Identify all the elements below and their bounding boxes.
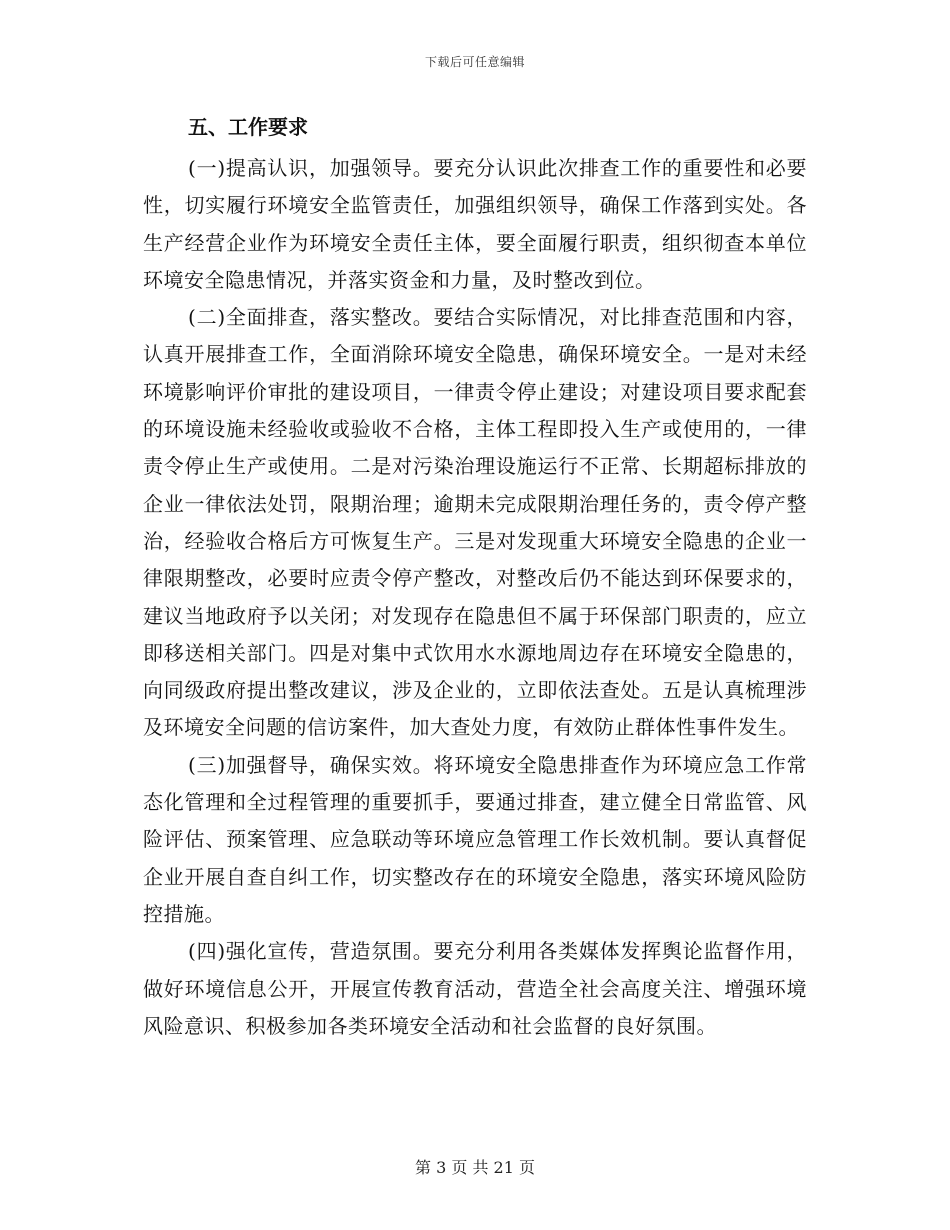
- section-heading: 五、工作要求: [188, 115, 308, 139]
- paragraph-1: (一)提高认识，加强领导。要充分认识此次排查工作的重要性和必要性，切实履行环境安全监管责任，加强组织领导，确保工作落到实处。各生产经营企业作为环境安全责任主体，要全面履行职责，组织彻查本单位环境安全隐患情况，并落实资金和力量，及时整改到位。: [143, 156, 807, 292]
- document-body: [143, 112, 807, 1045]
- paragraph-4: (四)强化宣传，营造氛围。要充分利用各类媒体发挥舆论监督作用，做好环境信息公开，开展宣传教育活动，营造全社会高度关注、增强环境风险意识、积极参加各类环境安全活动和社会监督的良好氛围。: [143, 939, 807, 1038]
- page-number: 第 3 页 共 21 页: [415, 1158, 535, 1177]
- page-header-note: 下载后可任意编辑: [424, 55, 525, 69]
- paragraph-2: (二)全面排查，落实整改。要结合实际情况，对比排查范围和内容，认真开展排查工作，全面消除环境安全隐患，确保环境安全。一是对未经环境影响评价审批的建设项目，一律责令停止建设；对建设项目要求配套的环境设施未经验收或验收不合格，主体工程即投入生产或使用的，一律责令停止生产或使用。二是对污染治理设施运行不正常、长期超标排放的企业一律依法处罚，限期治理；逾期未完成限期治理任务的，责令停产整治，经验收合格后方可恢复生产。三是对发现重大环境安全隐患的企业一律限期整改，必要时应责令停产整改，对整改后仍不能达到环保要求的，建议当地政府予以关闭；对发现存在隐患但不属于环保部门职责的，应立即移送相关部门。四是对集中式饮用水水源地周边存在环境安全隐患的，向同级政府提出整改建议，涉及企业的，立即依法查处。五是认真梳理涉及环境安全问题的信访案件，加大查处力度，有效防止群体性事件发生。: [143, 305, 807, 740]
- paragraph-3: (三)加强督导，确保实效。将环境安全隐患排查作为环境应急工作常态化管理和全过程管理的重要抓手，要通过排查，建立健全日常监管、风险评估、预案管理、应急联动等环境应急管理工作长效机制。要认真督促企业开展自查自纠工作，切实整改存在的环境安全隐患，落实环境风险防控措施。: [143, 752, 807, 926]
